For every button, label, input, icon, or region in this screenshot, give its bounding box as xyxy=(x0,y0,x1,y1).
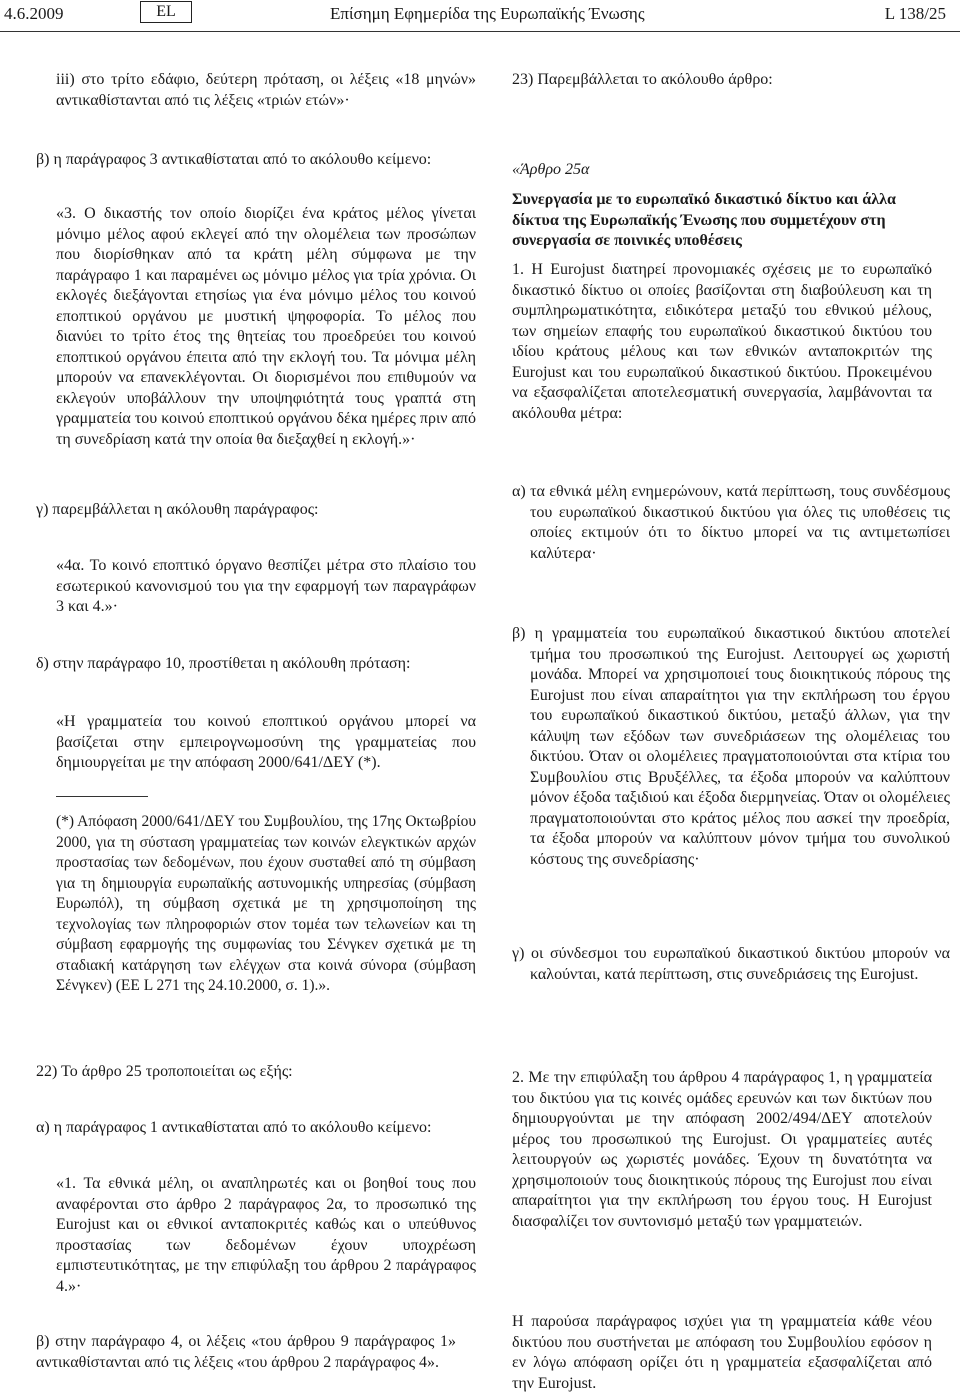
left-quote-4a: «4α. Το κοινό εποπτικό όργανο θεσπίζει μέτρα στο πλαίσιο του εσωτερικού κανονισμού του για την εφαρμογή των παραγράφων 3 και 4.»· xyxy=(56,557,476,615)
journal-title: Επίσημη Εφημερίδα της Ευρωπαϊκής Ένωσης xyxy=(330,4,645,23)
left-item-b2: β) στην παράγραφο 4, οι λέξεις «του άρθρου 9 παράγραφος 1» αντικαθίστανται από τις λέξεις «του άρθρου 2 παράγραφος 4». xyxy=(36,1333,456,1371)
article-point-b: β) η γραμματεία του ευρωπαϊκού δικαστικού δικτύου αποτελεί τμήμα του προσωπικού της Eurojust. Λειτουργεί ως χωριστή μονάδα. Μπορεί να χρησιμοποιεί τους διοικητικούς πόρους της Eurojust που είναι απαραίτητοι για την εκπλήρωση του έργου του ευρωπαϊκού δικαστικού δικτύου, μεταξύ άλλων, για την κάλυψη των εξόδων των συνεδριάσεων της ολομέλειας του δικτύου. Όταν οι ολομέλειες πραγματοποιούνται στα κτίρια του Συμβουλίου στις Βρυξέλλες, τα έξοδα μπορούν να καλύπτουν μόνον έξοδα ταξιδιού και έξοδα διερμηνείας. Όταν οι ολομέλειες πραγματοποιούνται στο κράτος μέλος που ασκεί την προεδρία, τα έξοδα μπορούν να καλύπτουν μόνον τμήμα του συνολικού κόστους της συνεδρίασης· xyxy=(512,625,950,868)
header-date: 4.6.2009 xyxy=(4,4,64,23)
left-item-a: α) η παράγραφος 1 αντικαθίσταται από το ακόλουθο κείμενο: xyxy=(36,1119,432,1136)
article-paragraph-2-sub: Η παρούσα παράγραφος ισχύει για τη γραμματεία κάθε νέου δικτύου που συστήνεται με απόφαση του Συμβουλίου εφόσον η εν λόγω απόφαση ορίζει ότι η γραμματεία εξασφαλίζεται από την Eurojust. xyxy=(512,1313,932,1392)
left-item-b: β) η παράγραφος 3 αντικαθίσταται από το ακόλουθο κείμενο: xyxy=(36,151,432,168)
footnote: (*) Απόφαση 2000/641/ΔΕΥ του Συμβουλίου, της 17ης Οκτωβρίου 2000, για τη σύσταση γραμματείας των κοινών ελεγκτικών αρχών προστασίας των δεδομένων, που έχουν συσταθεί από τη σύμβαση για τη δημιουργία ευρωπαϊκής αστυνομικής υπηρεσίας (σύμβαση Ευρωπόλ), τη σύμβαση σχετικά με τη χρησιμοποίηση της τεχνολογίας των πληροφοριών στον τομέα των τελωνείων και τη σύμβαση εφαρμογής της συμφωνίας του Σένγκεν σχετικά με τη σταδιακή κατάργηση των ελέγχων στα κοινά σύνορα (σύμβαση Σένγκεν) (ΕΕ L 271 της 24.10.2000, σ. 1).». xyxy=(56,813,476,994)
left-quote-3: «3. Ο δικαστής τον οποίο διορίζει ένα κράτος μέλος γίνεται μόνιμο μέλος αφού εκλεγεί από την ολομέλεια των προσώπων που διορίσθηκαν από τα κράτη μέλη σύμφωνα με την παράγραφο 1 και παραμένει ως μόνιμο μέλος για τρία χρόνια. Οι εκλογές διεξάγονται ετησίως για ένα μόνιμο μέλος του κοινού εποπτικού οργάνου με μυστική ψηφοφορία. Το μέλος που διανύει το τρίτο έτος της θητείας του προεδρεύει του κοινού εποπτικού οργάνου έπειτα από την εκλογή του. Τα μόνιμα μέλη μπορούν να επανεκλέγονται. Οι διορισμένοι που επιθυμούν να εκλεγούν υποβάλλουν την υποψηφιότητά τους γραπτά στη γραμματεία του κοινού εποπτικού οργάνου δέκα ημέρες πριν από τη συνεδρίαση κατά την οποία θα διεξαχθεί η εκλογή.»· xyxy=(56,205,476,448)
article-point-c: γ) οι σύνδεσμοι του ευρωπαϊκού δικαστικού δικτύου μπορούν να καλούνται, κατά περίπτωση, στις συνεδριάσεις της Eurojust. xyxy=(512,945,950,983)
right-item-23: 23) Παρεμβάλλεται το ακόλουθο άρθρο: xyxy=(512,71,773,88)
page-number: L 138/25 xyxy=(884,4,946,23)
left-item-g: γ) παρεμβάλλεται η ακόλουθη παράγραφος: xyxy=(36,501,319,518)
article-paragraph-2: 2. Με την επιφύλαξη του άρθρου 4 παράγραφος 1, η γραμματεία του δικτύου για τις κοινές ομάδες ερευνών και των δικτύων που δημιουργούνται με την απόφαση 2002/494/ΔΕΥ αποτελούν μέρος του προσωπικού της Eurojust. Οι γραμματείες αυτές λειτουργούν ως χωριστές μονάδες. Έχουν τη δυνατότητα να χρησιμοποιούν τους διοικητικούς πόρους της Eurojust που είναι απαραίτητοι για την εκπλήρωση του έργου τους. Η Eurojust διασφαλίζει τον συντονισμό μεταξύ των γραμματειών. xyxy=(512,1069,932,1230)
article-point-a: α) τα εθνικά μέλη ενημερώνουν, κατά περίπτωση, τους συνδέσμους του ευρωπαϊκού δικαστικού δικτύου για όλες τις υποθέσεις τις οποίες εκτιμούν ότι το δίκτυο μπορεί να τις αντιμετωπίσει καλύτερα· xyxy=(512,483,950,562)
left-quote-secretariat: «Η γραμματεία του κοινού εποπτικού οργάνου μπορεί να βασίζεται στην εμπειρογνωμοσύνη της γραμματείας που δημιουργείται με την απόφαση 2000/641/ΔΕΥ (*). xyxy=(56,713,476,771)
article-paragraph-1: 1. Η Eurojust διατηρεί προνομιακές σχέσεις με το ευρωπαϊκό δικαστικό δίκτυο οι οποίες βασίζονται στη διαβούλευση και τη συμπληρωματικότητα, ειδικότερα μεταξύ του εθνικού μέλους, των σημείων επαφής του ευρωπαϊκού δικαστικού δικτύου του ιδίου κράτους μέλους και των εθνικών ανταποκριτών της Eurojust και του ευρωπαϊκού δικαστικού δικτύου. Προκειμένου να εξασφαλίζεται αποτελεσματική συνεργασία, λαμβάνονται τα ακόλουθα μέτρα: xyxy=(512,261,932,422)
language-box: EL xyxy=(140,1,192,23)
left-item-22: 22) Το άρθρο 25 τροποποιείται ως εξής: xyxy=(36,1063,293,1080)
header-rule xyxy=(0,31,960,32)
left-item-iii: iii) στο τρίτο εδάφιο, δεύτερη πρόταση, οι λέξεις «18 μηνών» αντικαθίστανται από τις λέξεις «τριών ετών»· xyxy=(56,71,476,109)
article-heading: «Άρθρο 25α xyxy=(512,161,590,178)
left-item-d: δ) στην παράγραφο 10, προστίθεται η ακόλουθη πρόταση: xyxy=(36,655,411,672)
page-header xyxy=(0,0,960,38)
footnote-rule xyxy=(56,796,148,797)
article-title: Συνεργασία με το ευρωπαϊκό δικαστικό δίκτυο και άλλα δίκτυα της Ευρωπαϊκής Ένωσης που συμμετέχουν στη συνεργασία σε ποινικές υποθέσεις xyxy=(512,191,896,249)
left-quote-1: «1. Τα εθνικά μέλη, οι αναπληρωτές και οι βοηθοί τους που αναφέρονται στο άρθρο 2 παράγραφος 2α, το προσωπικό της Eurojust και οι εθνικοί ανταποκριτές καθώς και ο υπεύθυνος προστασίας των δεδομένων έχουν υποχρέωση εμπιστευτικότητας, με την επιφύλαξη του άρθρου 2 παράγραφος 4.»· xyxy=(56,1175,476,1295)
